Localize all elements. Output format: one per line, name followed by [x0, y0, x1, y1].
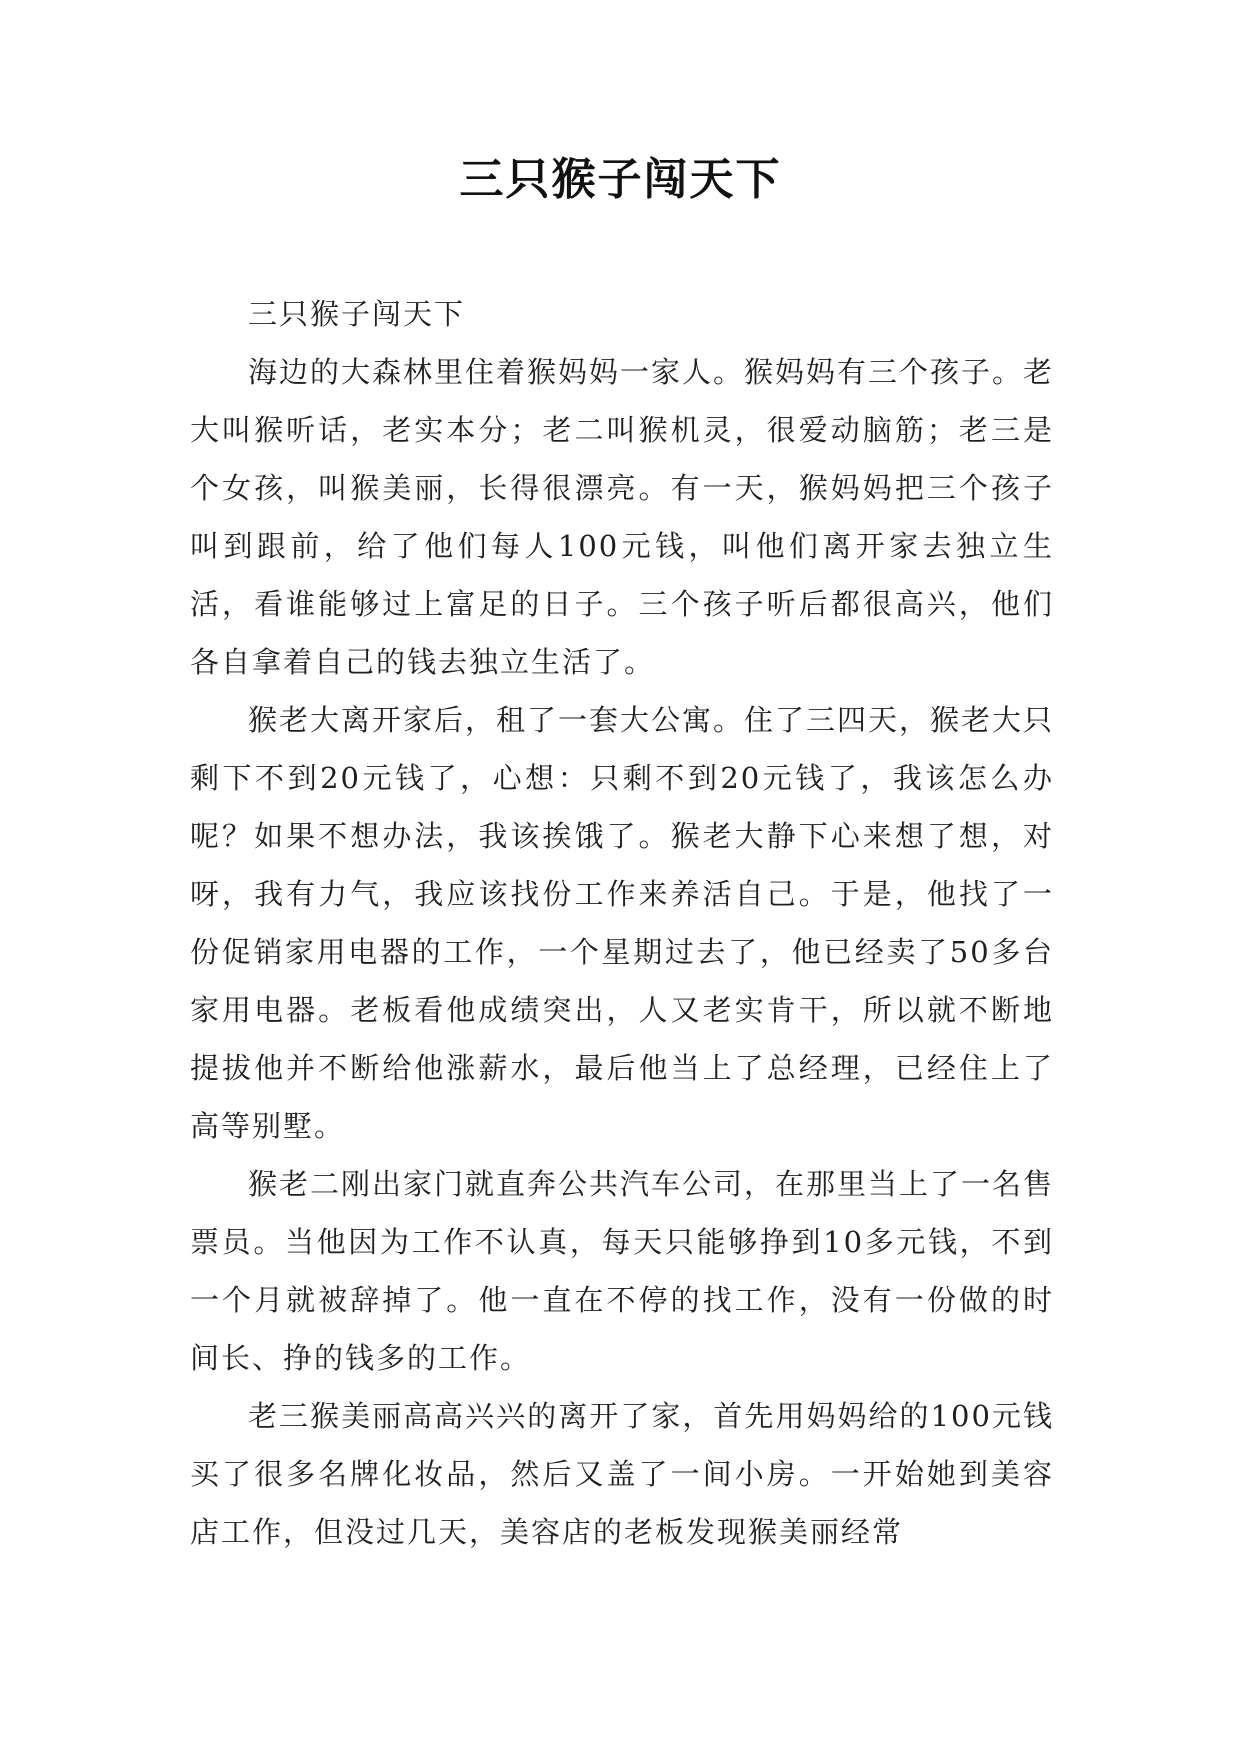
paragraph: 老三猴美丽高高兴兴的离开了家，首先用妈妈给的100元钱买了很多名牌化妆品，然后又盖了一间小房。一开始她到美容店工作，但没过几天，美容店的老板发现猴美丽经常: [190, 1399, 1054, 1549]
paragraph-heading: 三只猴子闯天下: [248, 297, 466, 331]
paragraph: 猴老大离开家后，租了一套大公寓。住了三四天，猴老大只剩下不到20元钱了，心想：只剩不到20元钱了，我该怎么办呢？如果不想办法，我该挨饿了。猴老大静下心来想了想，对呀，我有力气，我应该找份工作来养活自己。于是，他找了一份促销家用电器的工作，一个星期过去了，他已经卖了50多台家用电器。老板看他成绩突出，人又老实肯干，所以就不断地提拔他并不断给他涨薪水，最后他当上了总经理，已经住上了高等别墅。: [190, 703, 1055, 1143]
document-title: 三只猴子闯天下: [459, 154, 782, 205]
paragraph: 海边的大森林里住着猴妈妈一家人。猴妈妈有三个孩子。老大叫猴听话，老实本分；老二叫猴机灵，很爱动脑筋；老三是个女孩，叫猴美丽，长得很漂亮。有一天，猴妈妈把三个孩子叫到跟前，给了他们每人100元钱，叫他们离开家去独立生活，看谁能够过上富足的日子。三个孩子听后都很高兴，他们各自拿着自己的钱去独立生活了。: [190, 355, 1055, 679]
document-body: [190, 285, 1054, 1561]
paragraph: 猴老二刚出家门就直奔公共汽车公司，在那里当上了一名售票员。当他因为工作不认真，每天只能够挣到10多元钱，不到一个月就被辞掉了。他一直在不停的找工作，没有一份做的时间长、挣的钱多的工作。: [190, 1167, 1055, 1375]
